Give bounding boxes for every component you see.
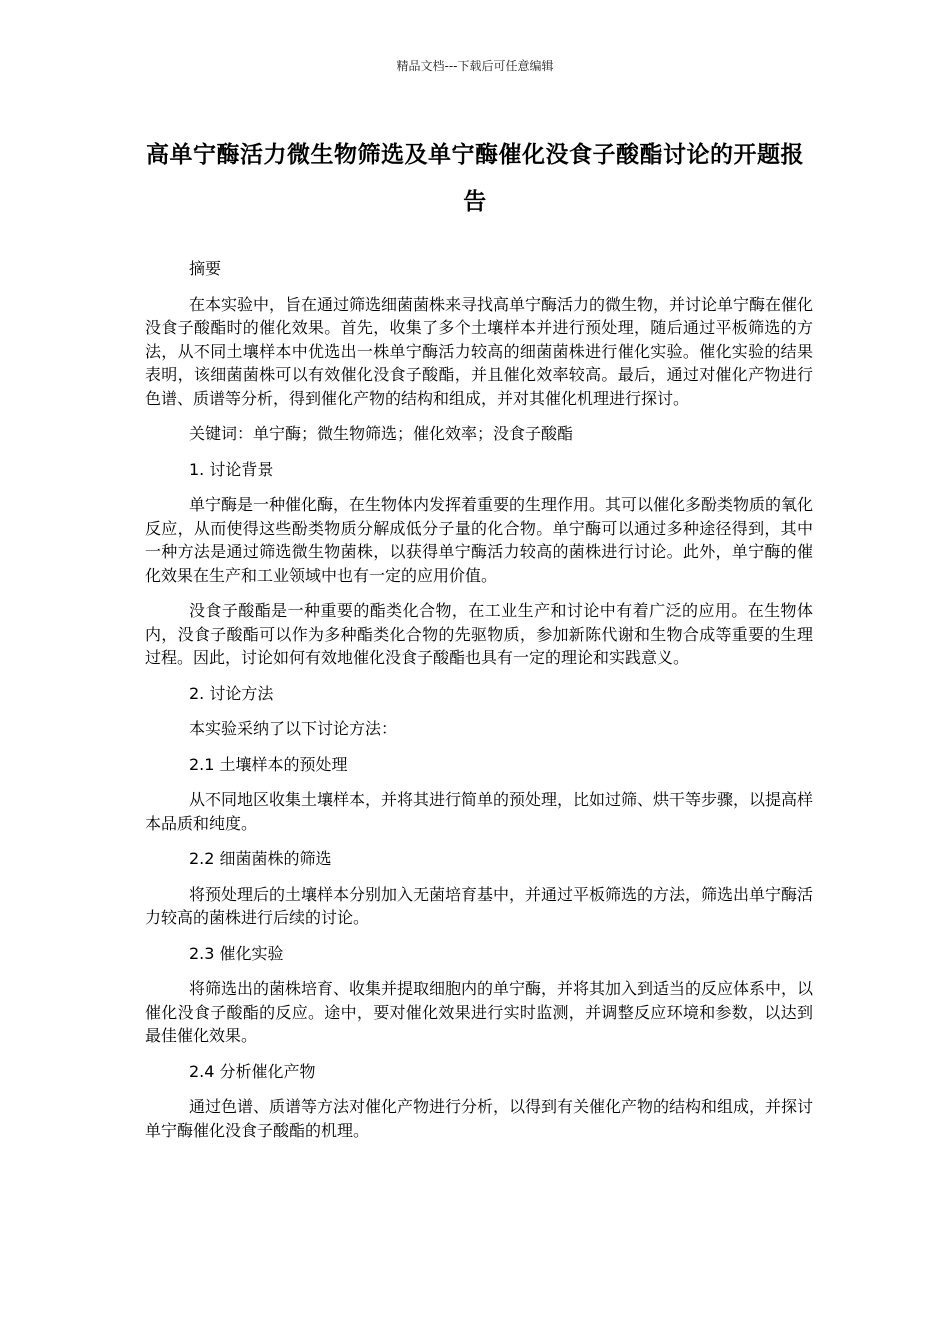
section-2-4-paragraph: 通过色谱、质谱等方法对催化产物进行分析，以得到有关催化产物的结构和组成，并探讨单宁酶催化没食子酸酯的机理。 bbox=[145, 1097, 814, 1140]
document-title: 高单宁酶活力微生物筛选及单宁酶催化没食子酸酯讨论的开题报告 bbox=[146, 142, 804, 215]
section-2-4-heading: 2.4 分析催化产物 bbox=[189, 1061, 316, 1081]
section-2-1-heading: 2.1 土壤样本的预处理 bbox=[189, 754, 348, 774]
section-2-1-paragraph: 从不同地区收集土壤样本，并将其进行简单的预处理，比如过筛、烘干等步骤，以提高样本品质和纯度。 bbox=[145, 790, 814, 833]
section-2-intro: 本实验采纳了以下讨论方法： bbox=[189, 719, 398, 738]
section-2-2-heading: 2.2 细菌菌株的筛选 bbox=[189, 849, 332, 868]
abstract-paragraph: 在本实验中，旨在通过筛选细菌菌株来寻找高单宁酶活力的微生物，并讨论单宁酶在催化没食子酸酯时的催化效果。首先，收集了多个土壤样本并进行预处理，随后通过平板筛选的方法，从不同土壤样本中优选出一株单宁酶活力较高的细菌菌株进行催化实验。催化实验的结果表明，该细菌菌株可以有效催化没食子酸酯，并且催化效率较高。最后，通过对催化产物进行色谱、质谱等分析，得到催化产物的结构和组成，并对其催化机理进行探讨。 bbox=[145, 294, 814, 408]
header-note: 精品文档---下载后可任意编辑 bbox=[396, 59, 554, 73]
section-2-3-paragraph: 将筛选出的菌株培育、收集并提取细胞内的单宁酶，并将其加入到适当的反应体系中，以催化没食子酸酯的反应。途中，要对催化效果进行实时监测，并调整反应环境和参数，以达到最佳催化效果。 bbox=[145, 979, 814, 1045]
keywords-line: 关键词：单宁酶；微生物筛选；催化效率；没食子酸酯 bbox=[189, 424, 574, 443]
section-1-paragraph-1: 单宁酶是一种催化酶，在生物体内发挥着重要的生理作用。其可以催化多酚类物质的氧化反应，从而使得这些酚类物质分解成低分子量的化合物。单宁酶可以通过多种途径得到，其中一种方法是通过筛选微生物菌株，以获得单宁酶活力较高的菌株进行讨论。此外，单宁酶的催化效果在生产和工业领域中也有一定的应用价值。 bbox=[145, 495, 814, 585]
section-1-paragraph-2: 没食子酸酯是一种重要的酯类化合物，在工业生产和讨论中有着广泛的应用。在生物体内，没食子酸酯可以作为多种酯类化合物的先驱物质，参加新陈代谢和生物合成等重要的生理过程。因此，讨论如何有效地催化没食子酸酯也具有一定的理论和实践意义。 bbox=[145, 601, 813, 667]
abstract-heading: 摘要 bbox=[189, 259, 222, 278]
section-1-heading: 1. 讨论背景 bbox=[189, 459, 274, 479]
section-2-3-heading: 2.3 催化实验 bbox=[189, 943, 284, 963]
section-2-heading: 2. 讨论方法 bbox=[189, 683, 274, 703]
document-body bbox=[145, 257, 813, 1154]
section-2-2-paragraph: 将预处理后的土壤样本分别加入无菌培育基中，并通过平板筛选的方法，筛选出单宁酶活力较高的菌株进行后续的讨论。 bbox=[145, 884, 814, 927]
